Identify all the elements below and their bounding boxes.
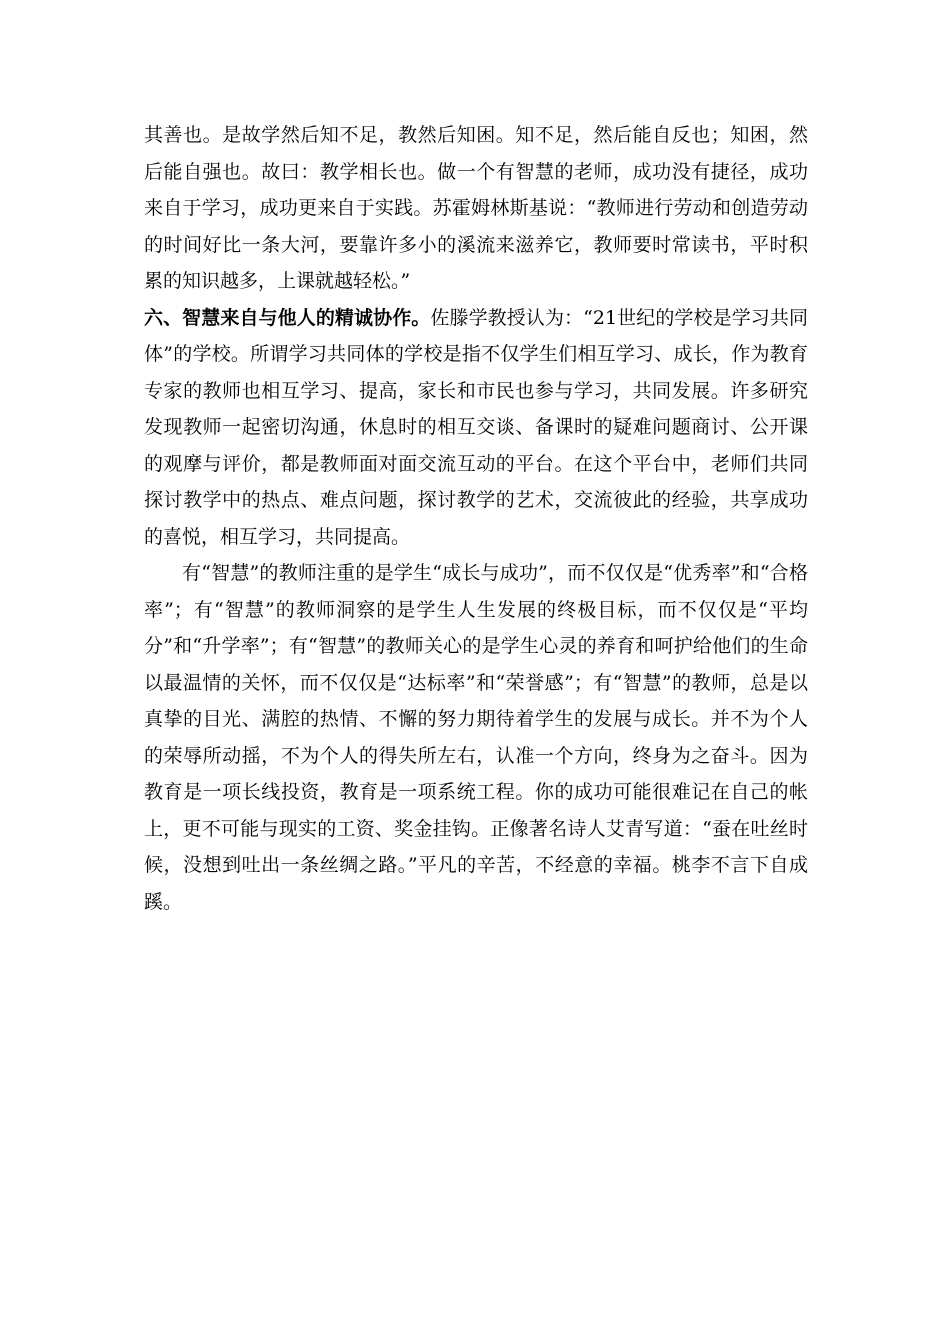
closing-paragraph: 有“智慧”的教师注重的是学生“成长与成功”，而不仅仅是“优秀率”和“合格率”；有“智慧”的教师洞察的是学生人生发展的终极目标，而不仅仅是“平均分”和“升学率”；有“智慧”的教师关心的是学生心灵的养育和呵护给他们的生命以最温情的关怀，而不仅仅是“达标率”和“荣誉感”；有“智慧”的教师，总是以真挚的目光、满腔的热情、不懈的努力期待着学生的发展与成长。并不为个人的荣辱所动摇，不为个人的得失所左右，认准一个方向，终身为之奋斗。因为教育是一项长线投资，教育是一项系统工程。你的成功可能很难记在自己的帐上，更不可能与现实的工资、奖金挂钩。正像著名诗人艾青写道：“蚕在吐丝时候，没想到吐出一条丝绸之路。”平凡的辛苦，不经意的幸福。桃李不言下自成蹊。 [144,562,808,913]
section-six-body: 佐滕学教授认为：“21世纪的学校是学习共同体”的学校。所谓学习共同体的学校是指不仅学生们相互学习、成长，作为教育专家的教师也相互学习、提高，家长和市民也参与学习，共同发展。许多研究发现教师一起密切沟通，休息时的相互交谈、备课时的疑难问题商讨、公开课的观摩与评价，都是教师面对面交流互动的平台。在这个平台中，老师们共同探讨教学中的热点、难点问题，探讨教学的艺术，交流彼此的经验，共享成功的喜悦，相互学习，共同提高。 [144,306,808,548]
section-six-paragraph [144,300,808,556]
document-body [144,117,808,920]
paragraph-continuation: 其善也。是故学然后知不足，教然后知困。知不足，然后能自反也；知困，然后能自强也。故曰：教学相长也。做一个有智慧的老师，成功没有捷径，成功来自于学习，成功更来自于实践。苏霍姆林斯基说：“教师进行劳动和创造劳动的时间好比一条大河，要靠许多小的溪流来滋养它，教师要时常读书，平时积累的知识越多，上课就越轻松。” [144,124,808,292]
section-six-heading: 六、智慧来自与他人的精诚协作。 [144,306,431,329]
